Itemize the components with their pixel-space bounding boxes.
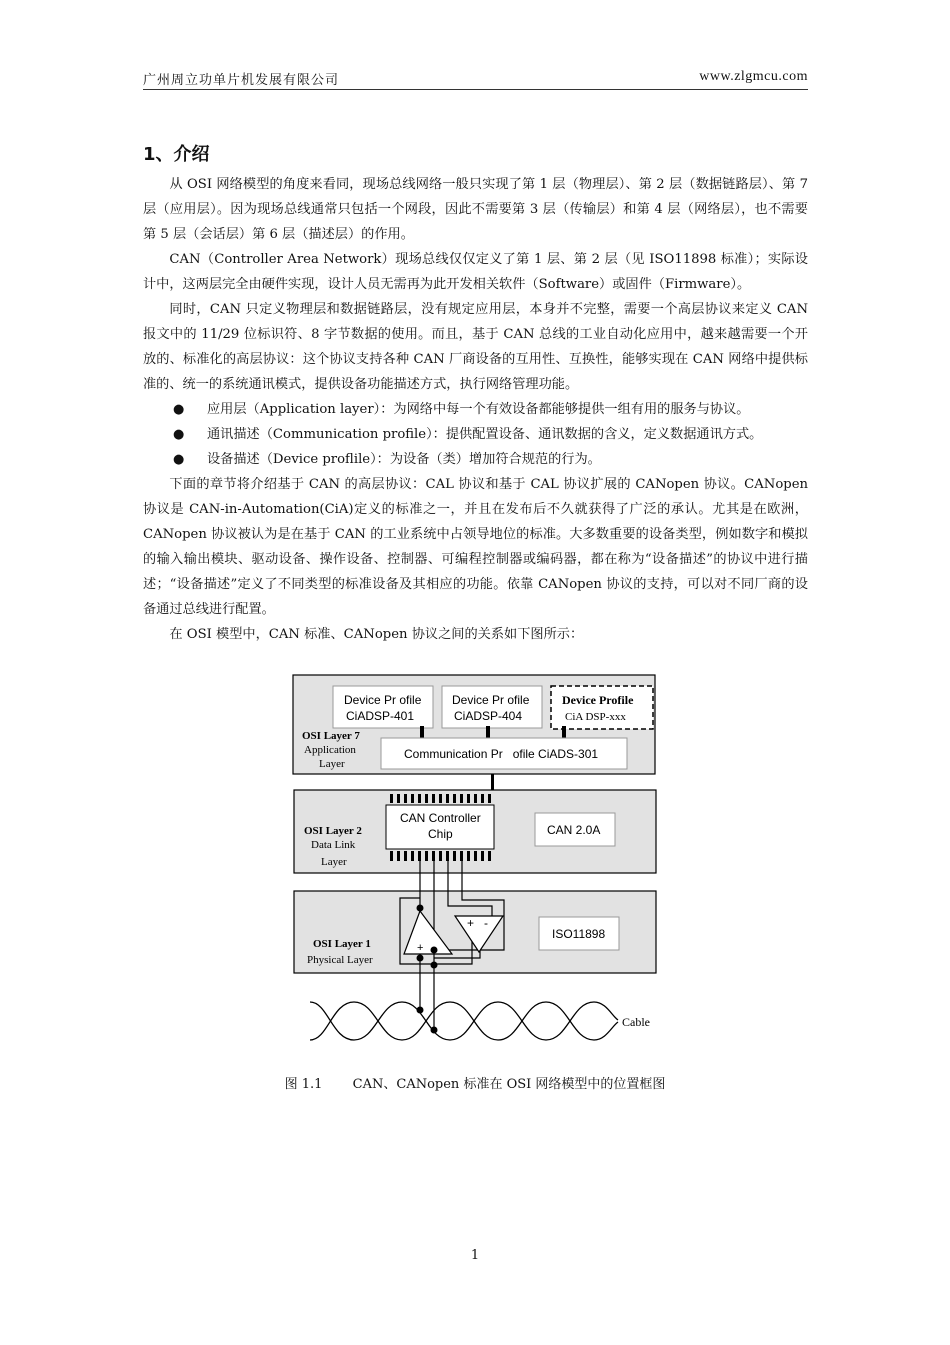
paragraph: 下面的章节将介绍基于 CAN 的高层协议：CAL 协议和基于 CAL 协议扩展的 CANopen 协议。CANopen 协议是 CAN-in-Automation(CiA)定义的标准之一，并且在发布后不久就获得了广泛的承认。尤其是在欧洲，CANopen 协议被认为是在基于 CAN 的工业系统中占领导地位的标准。大多数重要的设备类型，例如数字和模拟的输入输出模块、驱动设备、操作设备、控制器、可编程控制器或编码器，都在称为“设备描述”的协议中进行描述；“设备描述”定义了不同类型的标准设备及其相应的功能。依靠 CANopen 协议的支持，可以对不同厂商的设备通过总线进行配置。 <box>143 477 808 617</box>
can-controller-line1: CAN Controller <box>400 811 481 825</box>
cable-icon <box>310 1002 618 1040</box>
device-profile-404-line1: Device Pr ofile <box>452 693 530 707</box>
connector-bar <box>491 774 494 790</box>
bullet-list <box>143 397 808 472</box>
communication-profile-label: Communication Pr ofile CiADS-301 <box>404 747 599 761</box>
layer2-label-line1: OSI Layer 2 <box>304 825 362 837</box>
list-item <box>143 447 808 472</box>
can-controller-line2: Chip <box>428 827 453 841</box>
osi-can-diagram <box>280 668 680 1048</box>
layer1-label-line2: Physical Layer <box>307 954 373 966</box>
paragraph: 在 OSI 模型中，CAN 标准、CANopen 协议之间的关系如下图所示： <box>169 627 584 642</box>
device-profile-401-line2: CiADSP-401 <box>346 709 415 723</box>
bullet-icon: ● <box>173 402 185 417</box>
layer2-label-line2: Data Link <box>311 839 356 851</box>
layer7-label-line2: Application <box>304 744 356 756</box>
minus-sign: - <box>484 916 488 930</box>
bullet-icon: ● <box>173 452 185 467</box>
cable-label: Cable <box>622 1015 650 1029</box>
header-company: 广州周立功单片机发展有限公司 <box>143 73 340 88</box>
section-title: 1、介绍 <box>143 144 210 165</box>
list-item-text: 应用层（Application layer）：为网络中每一个有效设备都能够提供一组有用的服务与协议。 <box>207 402 750 417</box>
can20a-label: CAN 2.0A <box>547 823 601 837</box>
plus-sign: + <box>467 916 475 930</box>
bullet-icon: ● <box>173 427 185 442</box>
chip-pins-top <box>390 794 491 803</box>
paragraph: 同时，CAN 只定义物理层和数据链路层，没有规定应用层，本身并不完整，需要一个高层协议来定义 CAN 报文中的 11/29 位标识符、8 字节数据的使用。而且，基于 CAN 总线的工业自动化应用中，越来越需要一个开放的、标准化的高层协议：这个协议支持各种 CAN 厂商设备的互用性、互换性，能够实现在 CAN 网络中提供标准的、统一的系统通讯模式，提供设备功能描述方式，执行网络管理功能。 <box>143 302 808 392</box>
layer1-label-line1: OSI Layer 1 <box>313 938 371 950</box>
chip-pins-bottom <box>390 851 491 861</box>
paragraph: CAN（Controller Area Network）现场总线仅仅定义了第 1 层、第 2 层（见 ISO11898 标准）；实际设计中，这两层完全由硬件实现，设计人员无需再为此开发相关软件（Software）或固件（Firmware）。 <box>143 252 808 292</box>
plus-sign: + <box>417 942 424 954</box>
figure-caption-text: CAN、CANopen 标准在 OSI 网络模型中的位置框图 <box>352 1077 666 1092</box>
device-profile-401-line1: Device Pr ofile <box>344 693 422 707</box>
layer2-label-line3: Layer <box>321 856 347 868</box>
page-header <box>143 67 808 90</box>
device-profile-404-line2: CiADSP-404 <box>454 709 523 723</box>
figure-caption <box>0 1073 950 1092</box>
device-profile-xxx-line2: CiA DSP-xxx <box>565 711 626 723</box>
list-item <box>143 397 808 422</box>
page-number: 1 <box>470 1248 480 1263</box>
figure-number: 图 1.1 <box>284 1077 323 1092</box>
iso11898-label: ISO11898 <box>552 927 606 941</box>
device-profile-xxx-line1: Device Profile <box>562 693 634 707</box>
list-item <box>143 422 808 447</box>
list-item-text: 通讯描述（Communication profile）：提供配置设备、通讯数据的含义，定义数据通讯方式。 <box>207 427 763 442</box>
document-body <box>143 172 808 647</box>
list-item-text: 设备描述（Device proflile）：为设备（类）增加符合规范的行为。 <box>207 452 601 467</box>
layer7-label-line1: OSI Layer 7 <box>302 730 360 742</box>
paragraph: 从 OSI 网络模型的角度来看同，现场总线网络一般只实现了第 1 层（物理层）、第 2 层（数据链路层）、第 7 层（应用层）。因为现场总线通常只包括一个网段，因此不需要第 3 层（传输层）和第 4 层（网络层），也不需要第 5 层（会话层）第 6 层（描述层）的作用。 <box>143 177 808 242</box>
layer7-label-line3: Layer <box>319 758 345 770</box>
header-website: www.zlgmcu.com <box>699 69 808 84</box>
